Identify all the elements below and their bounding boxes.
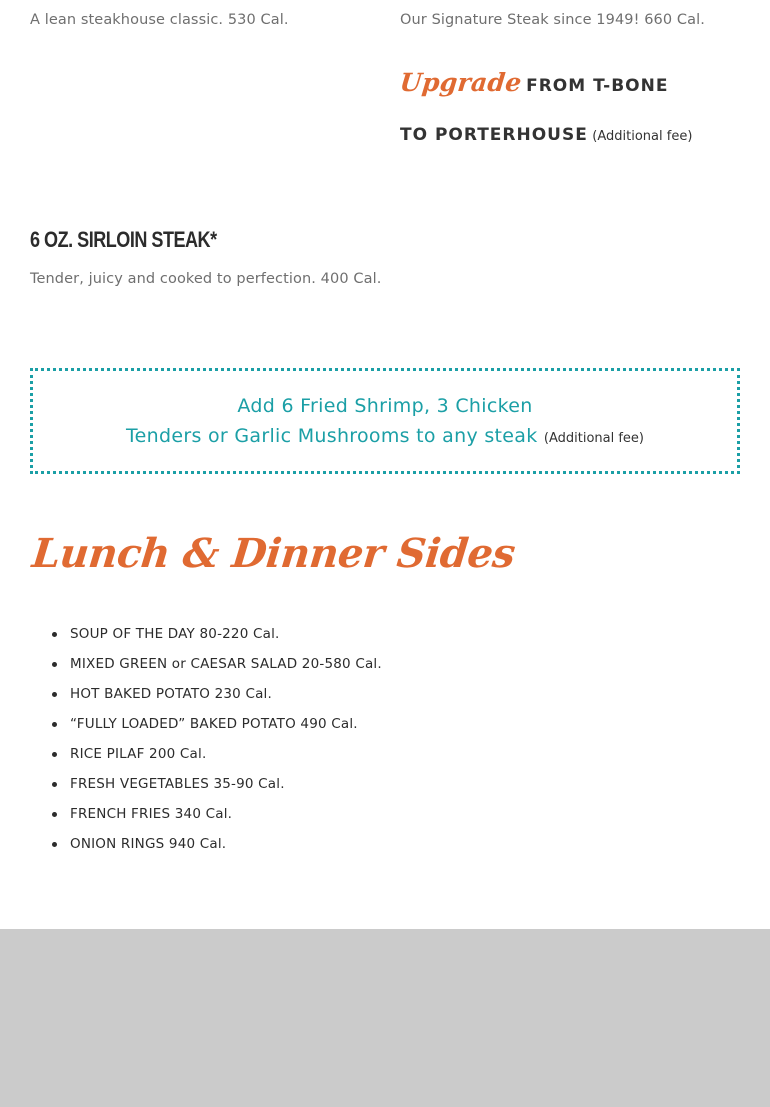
upgrade-note <box>400 58 700 161</box>
list-item: FRESH VEGETABLES 35-90 Cal. <box>70 769 382 799</box>
footer-band <box>0 929 770 1107</box>
list-item: “FULLY LOADED” BAKED POTATO 490 Cal. <box>70 709 382 739</box>
sirloin-steak-title: 6 OZ. SIRLOIN STEAK* <box>30 227 217 252</box>
addon-line-2 <box>33 425 737 447</box>
signature-steak-description: Our Signature Steak since 1949! 660 Cal. <box>400 12 705 28</box>
sirloin-steak-description: Tender, juicy and cooked to perfection. 400 Cal. <box>30 271 382 287</box>
list-item: FRENCH FRIES 340 Cal. <box>70 799 382 829</box>
addon-callout-box <box>30 368 740 474</box>
addon-line-2-text: Tenders or Garlic Mushrooms to any steak <box>126 425 538 447</box>
addon-fee-note: (Additional fee) <box>543 431 644 446</box>
upgrade-fee-note: (Additional fee) <box>592 129 693 144</box>
sides-section-heading: Lunch & Dinner Sides <box>30 530 518 577</box>
list-item: SOUP OF THE DAY 80-220 Cal. <box>70 619 382 649</box>
upgrade-bold-text: FROM T-BONE TO PORTERHOUSE <box>400 76 669 145</box>
sides-list <box>70 619 382 859</box>
lean-steak-description: A lean steakhouse classic. 530 Cal. <box>30 12 289 28</box>
list-item: RICE PILAF 200 Cal. <box>70 739 382 769</box>
upgrade-script-word: Upgrade <box>398 68 524 97</box>
list-item: HOT BAKED POTATO 230 Cal. <box>70 679 382 709</box>
list-item: MIXED GREEN or CAESAR SALAD 20-580 Cal. <box>70 649 382 679</box>
list-item: ONION RINGS 940 Cal. <box>70 829 382 859</box>
addon-line-1: Add 6 Fried Shrimp, 3 Chicken <box>237 395 533 417</box>
